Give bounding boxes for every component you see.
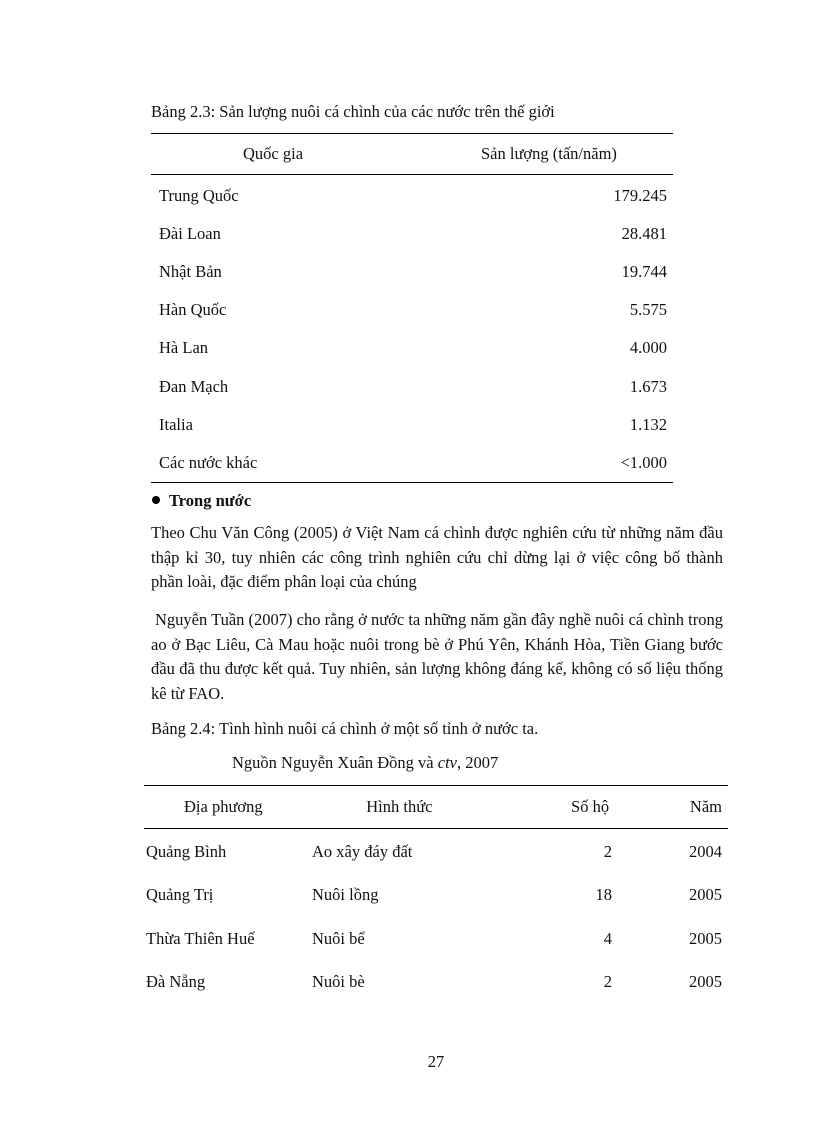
page-number: 27 [427, 1052, 445, 1071]
table-row [151, 329, 673, 367]
header-year: Năm [689, 797, 722, 816]
table-row [151, 215, 673, 253]
header-country: Quốc gia [243, 144, 304, 163]
table-2-3-caption: Bảng 2.3: Sản lượng nuôi cá chình của các nước trên thế giới [151, 102, 555, 121]
production-cell: <1.000 [620, 452, 667, 472]
form-cell: Ao xây đáy đất [312, 841, 413, 861]
country-cell: Đài Loan [159, 224, 221, 244]
source-prefix: Nguồn Nguyễn Xuân Đồng và [232, 753, 438, 772]
table-bottom-rule [151, 482, 673, 483]
locality-cell: Thừa Thiên Huế [146, 928, 255, 948]
households-cell: 2 [603, 841, 612, 861]
form-cell: Nuôi lồng [312, 885, 379, 905]
table-row [151, 367, 673, 405]
table-row [151, 253, 673, 291]
table-source [232, 753, 498, 773]
header-locality: Địa phương [184, 797, 263, 816]
bullet-icon [152, 496, 160, 504]
households-cell: 2 [603, 972, 612, 992]
table-2-4 [144, 785, 728, 1004]
country-cell: Hà Lan [159, 338, 209, 358]
header-households: Số hộ [571, 797, 610, 816]
country-cell: Hàn Quốc [159, 300, 227, 320]
country-cell: Italia [159, 414, 193, 434]
table-header-row [151, 134, 673, 174]
table-2-3 [151, 133, 673, 483]
paragraph-text: Nguyễn Tuần (2007) cho rằng ở nước ta những năm gần đây nghề nuôi cá chình trong ao ở Bạc Liêu, Cà Mau hoặc nuôi trong bè ở Phú Yên, Khánh Hòa, Tiền Giang bước đầu đã thu được kết quả. Tuy nhiên, sản lượng không đáng kể, không có số liệu thống kê từ FAO. [151, 610, 723, 703]
table-2-4-caption: Bảng 2.4: Tình hình nuôi cá chình ở một số tỉnh ở nước ta. [151, 719, 539, 738]
paragraph-text: Theo Chu Văn Công (2005) ở Việt Nam cá chình được nghiên cứu từ những năm đầu thập kỉ 30, tuy nhiên các công trình nghiên cứu chỉ dừng lại ở việc công bố thành phần loài, đặc điểm phân loại của chúng [151, 523, 723, 591]
table-row [144, 961, 728, 1005]
production-cell: 1.132 [629, 414, 667, 434]
section-heading [152, 491, 251, 511]
section-heading-text: Trong nước [169, 491, 252, 510]
source-italic: ctv [437, 753, 457, 772]
paragraph [151, 521, 723, 595]
table-row [151, 177, 673, 215]
table-header-row [144, 786, 728, 828]
year-cell: 2004 [689, 841, 722, 861]
locality-cell: Đà Nẵng [146, 972, 206, 992]
table-row [151, 291, 673, 329]
table-row [144, 874, 728, 918]
locality-cell: Quảng Bình [146, 841, 227, 861]
paragraph [151, 608, 723, 706]
table-row [151, 444, 673, 482]
production-cell: 28.481 [621, 224, 667, 244]
production-cell: 4.000 [629, 338, 667, 358]
production-cell: 5.575 [629, 300, 667, 320]
year-cell: 2005 [689, 885, 722, 905]
header-form: Hình thức [366, 797, 433, 816]
production-cell: 1.673 [629, 376, 667, 396]
form-cell: Nuôi bể [312, 928, 365, 948]
production-cell: 19.744 [621, 262, 667, 282]
country-cell: Nhật Bản [159, 262, 222, 282]
country-cell: Đan Mạch [159, 376, 229, 396]
year-cell: 2005 [689, 972, 722, 992]
table-row [144, 830, 728, 874]
form-cell: Nuôi bè [312, 972, 365, 992]
table-row [144, 917, 728, 961]
table-row [151, 406, 673, 444]
households-cell: 18 [595, 885, 612, 905]
households-cell: 4 [603, 928, 612, 948]
source-suffix: , 2007 [457, 753, 499, 772]
country-cell: Trung Quốc [159, 186, 239, 206]
header-production: Sản lượng (tấn/năm) [481, 144, 617, 163]
production-cell: 179.245 [613, 186, 667, 206]
year-cell: 2005 [689, 928, 722, 948]
country-cell: Các nước khác [159, 452, 258, 472]
locality-cell: Quảng Trị [146, 885, 214, 905]
